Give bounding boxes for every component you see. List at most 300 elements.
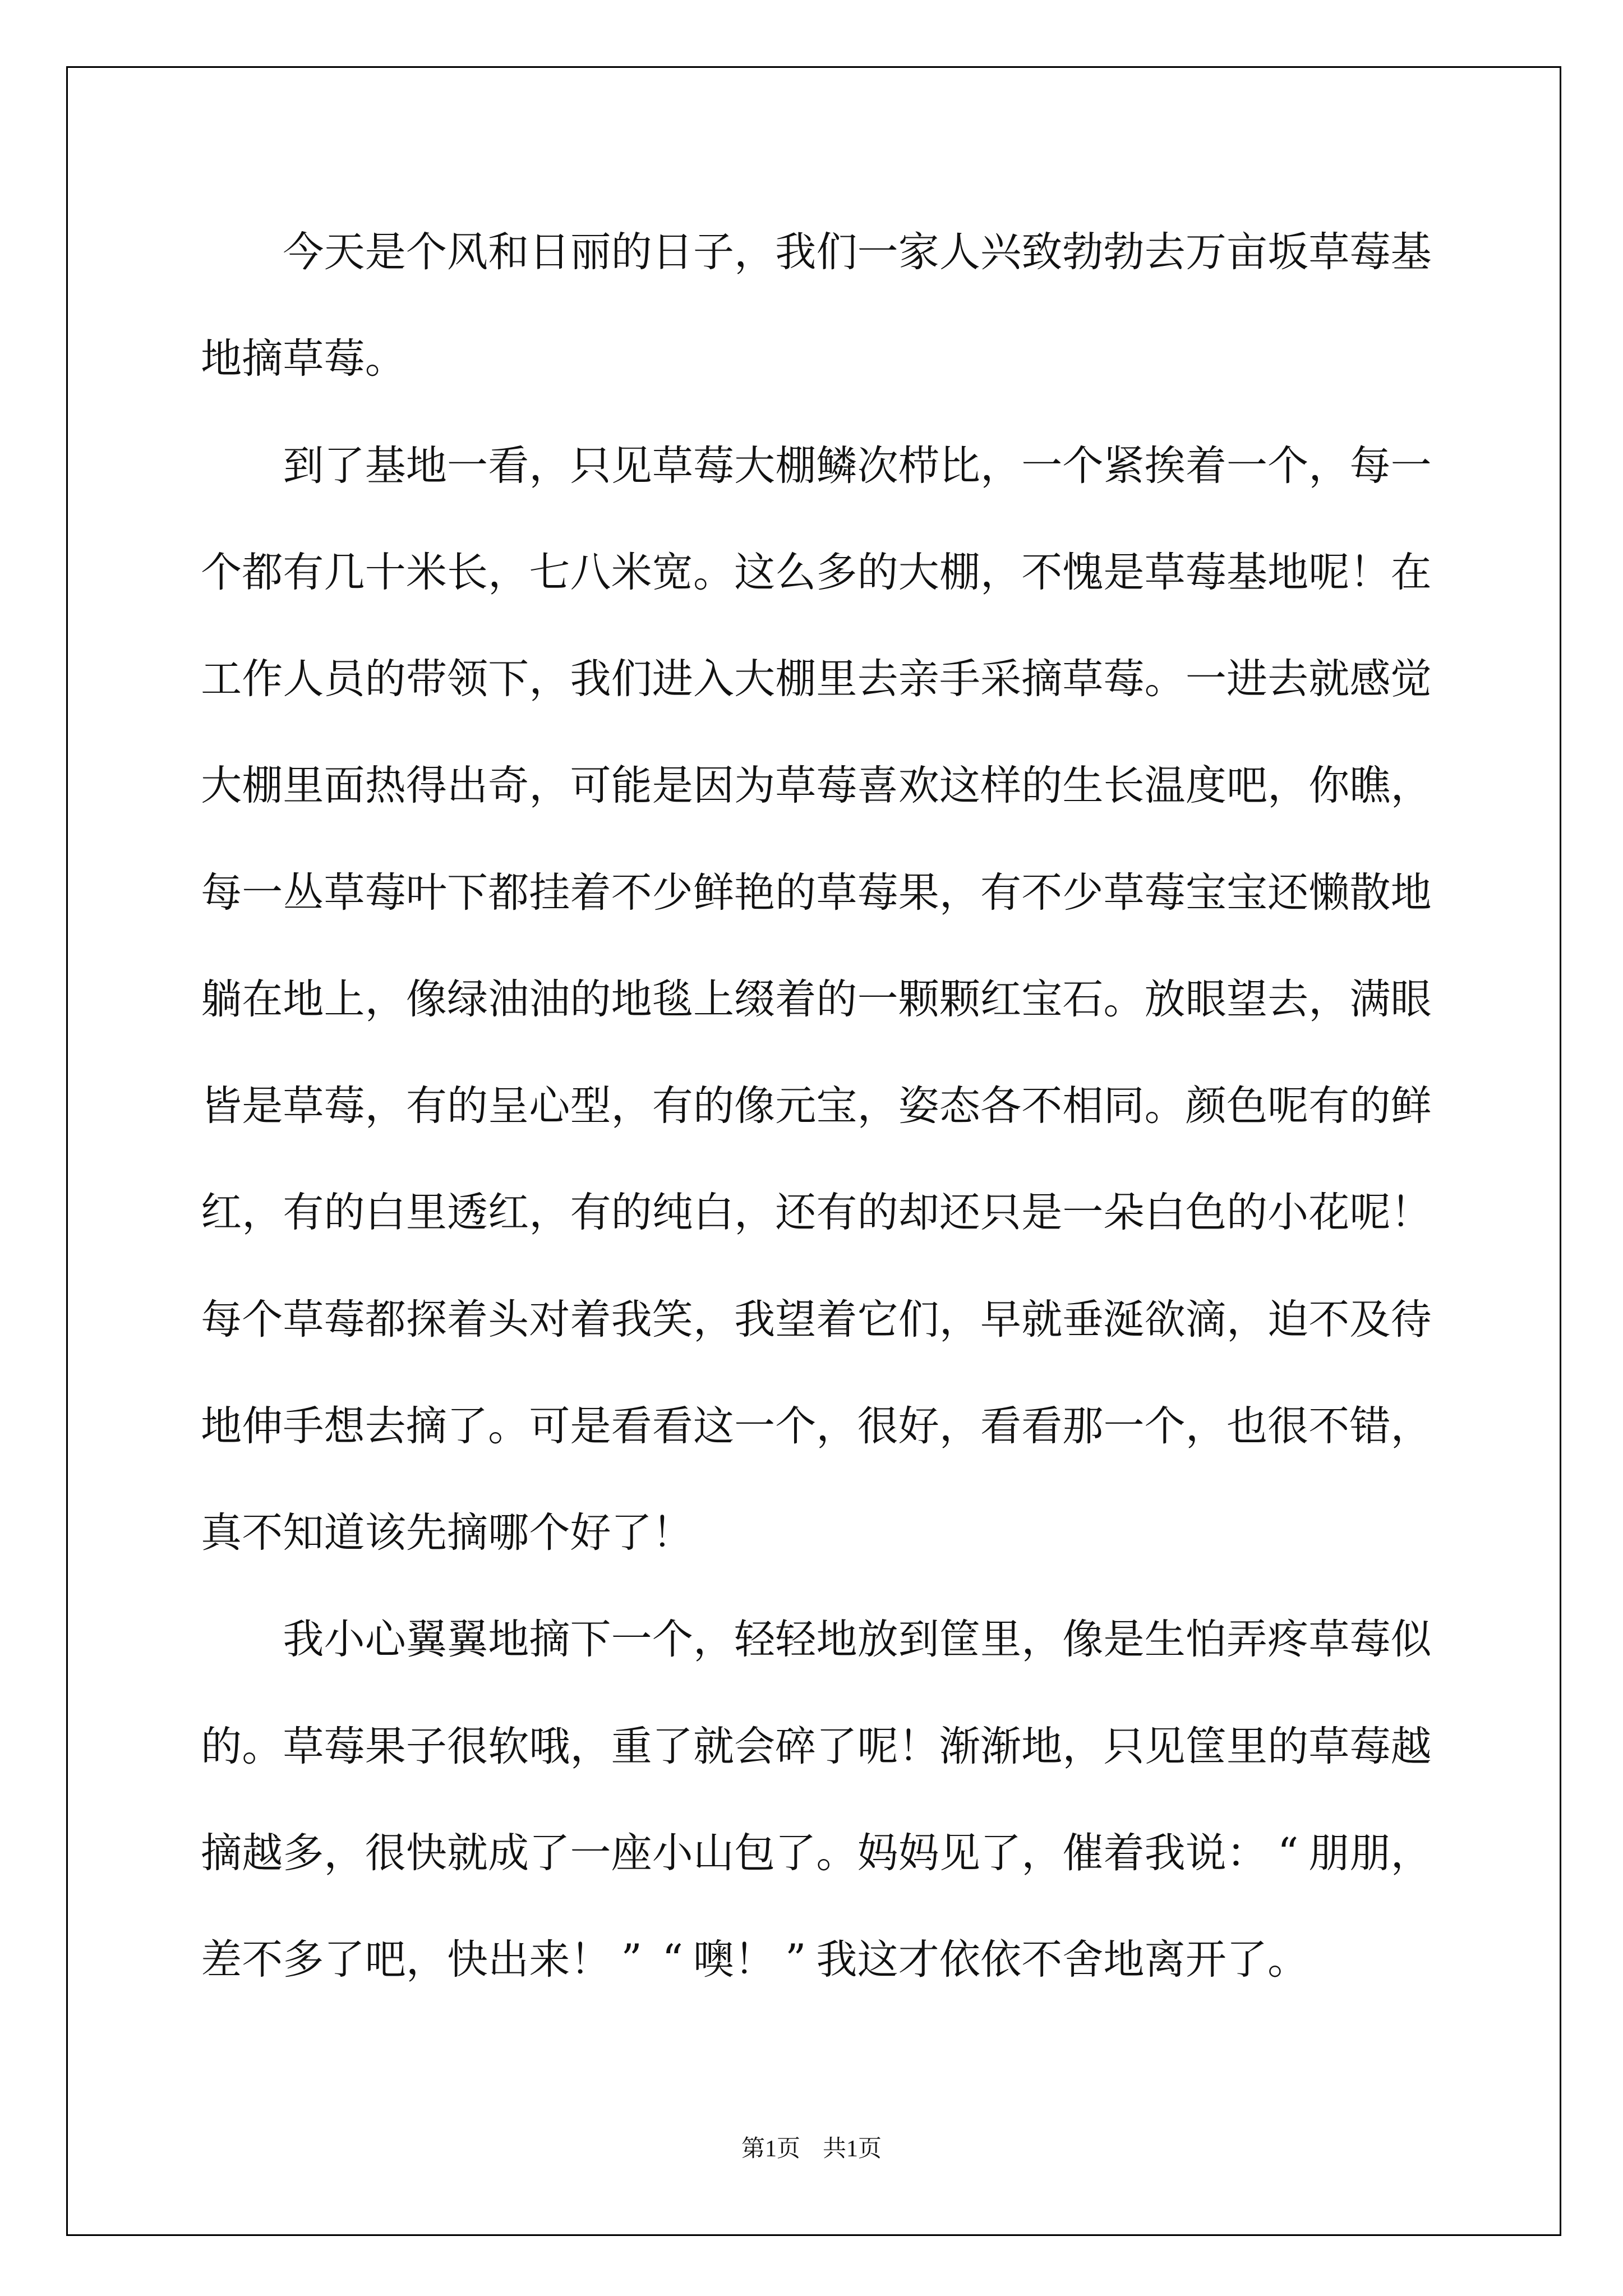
glyph: 的 [1349,1082,1391,1130]
glyph: ！ [1390,1189,1432,1237]
glyph: 了 [775,1829,817,1877]
glyph: ， [529,441,570,490]
glyph: 宝 [1185,868,1227,917]
glyph: 个 [652,1616,693,1664]
glyph: 地 [488,1616,529,1664]
glyph: 个 [405,228,447,276]
glyph: 里 [816,655,857,703]
glyph: 的 [857,1189,898,1237]
glyph: 草 [324,868,365,917]
glyph: 颗 [898,975,939,1023]
glyph: 。 [242,1722,283,1770]
glyph: 你 [1308,762,1350,810]
glyph: 的 [611,228,652,276]
glyph: 了 [324,1936,365,1984]
glyph: 碎 [775,1722,817,1770]
glyph: 色 [1226,1082,1267,1130]
glyph: 望 [1226,975,1267,1023]
glyph: 一 [857,975,898,1023]
glyph: 皆 [201,1082,242,1130]
glyph: 舍 [1062,1936,1104,1984]
glyph: 一 [1062,1189,1104,1237]
glyph: 渐 [939,1722,980,1770]
glyph: 见 [1144,1722,1186,1770]
glyph: 看 [1021,1402,1063,1450]
glyph: 宝 [816,1082,857,1130]
glyph: 是 [365,228,406,276]
glyph: 是 [1103,548,1145,596]
glyph: ， [734,1189,776,1237]
glyph: 觉 [1390,655,1432,703]
glyph: 多 [283,1829,324,1877]
glyph: 红 [488,1189,529,1237]
glyph: 看 [980,1402,1022,1450]
text-line [201,1159,1432,1266]
glyph: 个 [529,1509,570,1557]
glyph: ， [857,1082,898,1130]
glyph: 的 [816,975,857,1023]
text-line [201,1373,1432,1480]
glyph: 就 [447,1829,488,1877]
glyph: 莓 [1349,228,1391,276]
glyph: 的 [201,1722,242,1770]
glyph: 有 [1308,1082,1350,1130]
glyph: 一 [570,1829,611,1877]
glyph: 有 [283,1189,324,1237]
glyph: 越 [242,1829,283,1877]
glyph: 不 [242,1936,283,1984]
glyph: ！ [1349,548,1391,596]
glyph: 亲 [898,655,939,703]
glyph: 能 [611,762,652,810]
glyph: 莓 [365,868,406,917]
glyph: 果 [898,868,939,917]
glyph: 喜 [857,762,898,810]
glyph: 依 [939,1936,980,1984]
glyph: ” [621,1936,642,1984]
glyph: 了 [447,1402,488,1450]
glyph: 待 [1390,1295,1432,1343]
glyph: 一 [1185,655,1227,703]
glyph: 着 [1103,1829,1145,1877]
glyph: 鲜 [1390,1082,1432,1130]
glyph: 棚 [775,655,817,703]
glyph: ， [529,655,570,703]
page-footer [0,2137,1623,2161]
glyph: “ [1277,1829,1299,1877]
glyph: 一 [1021,441,1063,490]
glyph: 我 [1144,1829,1186,1877]
glyph: 长 [1103,762,1145,810]
glyph: 只 [1103,1722,1145,1770]
glyph: ， [693,1295,734,1343]
glyph: 样 [980,762,1022,810]
glyph: 地 [405,441,447,490]
glyph: 。 [1144,655,1186,703]
glyph: 着 [775,975,817,1023]
glyph: 丛 [283,868,324,917]
glyph: 领 [447,655,488,703]
text-line [201,1694,1432,1800]
glyph: ， [980,548,1022,596]
glyph: 挨 [1144,441,1186,490]
glyph: 了 [324,441,365,490]
glyph: 感 [1349,655,1391,703]
glyph: 米 [405,548,447,596]
glyph: 摘 [1021,655,1063,703]
glyph: 一 [857,228,898,276]
glyph: 多 [816,548,857,596]
glyph: 见 [939,1829,980,1877]
glyph: 摘 [447,1509,488,1557]
glyph: ， [939,1295,980,1343]
glyph: 花 [1308,1189,1350,1237]
glyph: 兴 [980,228,1022,276]
glyph: 基 [1226,548,1267,596]
glyph: 的 [775,868,817,917]
glyph: 手 [939,655,980,703]
glyph: ， [529,1189,570,1237]
page-number: 第1页 [741,2136,800,2162]
glyph: 很 [1267,1402,1309,1450]
text-line [201,1053,1432,1159]
glyph: 该 [365,1509,406,1557]
glyph: 还 [939,1189,980,1237]
glyph: 不 [1021,548,1063,596]
glyph: 像 [405,975,447,1023]
glyph: 勃 [1062,228,1104,276]
glyph: 每 [201,1295,242,1343]
glyph: 我 [611,1295,652,1343]
glyph: 下 [488,655,529,703]
glyph: 缀 [734,975,776,1023]
glyph: ， [1390,762,1432,810]
glyph: 还 [775,1189,817,1237]
glyph: 有 [652,1082,693,1130]
glyph: 地 [1267,548,1309,596]
glyph: 。 [1103,975,1145,1023]
glyph: ！ [734,1936,776,1984]
text-line [201,519,1432,626]
paragraph [201,1586,1432,2013]
glyph: 鳞 [816,441,857,490]
glyph: 一 [242,868,283,917]
glyph: 朋 [1349,1829,1391,1877]
glyph: 红 [980,975,1022,1023]
glyph: 就 [1021,1295,1063,1343]
glyph: 莓 [1185,548,1227,596]
glyph: 里 [980,1616,1022,1664]
glyph: 这 [693,1402,734,1450]
glyph: ， [1021,1616,1063,1664]
glyph: 纯 [652,1189,693,1237]
glyph: 不 [242,1509,283,1557]
glyph: 山 [693,1829,734,1877]
glyph: 小 [1267,1189,1309,1237]
glyph: 摘 [529,1616,570,1664]
glyph: 都 [488,868,529,917]
glyph: 出 [488,1936,529,1984]
glyph: 我 [775,228,817,276]
glyph: 草 [1308,1616,1350,1664]
glyph: 得 [405,762,447,810]
glyph: 心 [529,1082,570,1130]
glyph: 妈 [857,1829,898,1877]
glyph: 上 [324,975,365,1023]
glyph: 宝 [1021,975,1063,1023]
glyph: 渐 [980,1722,1022,1770]
glyph: 挂 [529,868,570,917]
glyph: 颗 [939,975,980,1023]
glyph: 每 [1349,441,1391,490]
glyph: 生 [1144,1616,1186,1664]
glyph: 一 [447,441,488,490]
text-line [201,946,1432,1053]
glyph: 个 [201,548,242,596]
glyph: 草 [775,762,817,810]
glyph: 们 [611,655,652,703]
glyph: 着 [816,1295,857,1343]
glyph: 下 [570,1616,611,1664]
glyph: 哦 [529,1722,570,1770]
glyph: 莓 [1349,1722,1391,1770]
glyph: 宝 [1226,868,1267,917]
glyph: 坂 [1267,228,1309,276]
glyph: 莓 [324,1082,365,1130]
glyph: 采 [980,655,1022,703]
glyph: 草 [1308,1722,1350,1770]
glyph: 比 [939,441,980,490]
glyph: 知 [283,1509,324,1557]
glyph: 油 [529,975,570,1023]
glyph: 好 [898,1402,939,1450]
glyph: 米 [611,548,652,596]
glyph: 入 [693,655,734,703]
glyph: 勃 [1103,228,1145,276]
glyph: 说 [1185,1829,1227,1877]
glyph: 的 [1226,1189,1267,1237]
glyph: 棚 [775,441,817,490]
glyph: 摘 [201,1829,242,1877]
glyph: 眼 [1390,975,1432,1023]
glyph: 它 [857,1295,898,1343]
glyph: 就 [1308,655,1350,703]
glyph: 着 [570,868,611,917]
glyph: 快 [447,1936,488,1984]
glyph: 到 [283,441,324,490]
glyph: 生 [1062,762,1104,810]
glyph: 的 [570,975,611,1023]
glyph: 可 [570,762,611,810]
text-line [201,1800,1432,1907]
glyph: 。 [488,1402,529,1450]
glyph: 这 [939,762,980,810]
glyph: 大 [201,762,242,810]
glyph: 奇 [488,762,529,810]
glyph: 愧 [1062,548,1104,596]
glyph: 开 [1185,1936,1227,1984]
glyph: 像 [1062,1616,1104,1664]
page-count: 共1页 [823,2136,882,2162]
glyph: 朋 [1308,1829,1350,1877]
glyph: 只 [980,1189,1022,1237]
glyph: 很 [365,1829,406,1877]
glyph: 一 [1103,1402,1145,1450]
glyph: 瞧 [1349,762,1391,810]
glyph: 进 [652,655,693,703]
glyph: 莓 [693,441,734,490]
glyph: 石 [1062,975,1104,1023]
glyph: 每 [201,868,242,917]
glyph: 妈 [898,1829,939,1877]
glyph: ： [1226,1829,1267,1877]
glyph: 在 [242,975,283,1023]
glyph: 的 [1021,762,1063,810]
glyph: 莓 [324,1722,365,1770]
glyph: 草 [1144,548,1186,596]
glyph: 们 [898,1295,939,1343]
text-line [201,199,1432,306]
glyph: 地 [201,335,242,383]
glyph: 的 [447,1082,488,1130]
glyph: 不 [1308,1295,1350,1343]
glyph: ， [1267,762,1309,810]
paragraph [201,199,1432,413]
glyph: 工 [201,655,242,703]
glyph: 我 [816,1936,857,1984]
glyph: 有 [283,548,324,596]
glyph: 先 [405,1509,447,1557]
glyph: 真 [201,1509,242,1557]
glyph: 是 [1103,1616,1145,1664]
glyph: 热 [365,762,406,810]
glyph: 们 [816,228,857,276]
glyph: 依 [980,1936,1022,1984]
glyph: 少 [1062,868,1104,917]
glyph: 地 [1390,868,1432,917]
glyph: 满 [1349,975,1391,1023]
glyph: 丽 [570,228,611,276]
glyph: 笑 [652,1295,693,1343]
glyph: ， [1308,975,1350,1023]
glyph: 莓 [816,762,857,810]
glyph: ， [242,1189,283,1237]
glyph: 是 [242,1082,283,1130]
glyph: 因 [693,762,734,810]
glyph: 的 [857,548,898,596]
glyph: 早 [980,1295,1022,1343]
glyph: ， [405,1936,447,1984]
glyph: 草 [652,441,693,490]
glyph: 相 [1062,1082,1104,1130]
glyph: 了 [529,1829,570,1877]
glyph: 是 [1021,1189,1063,1237]
text-line [201,1267,1432,1373]
glyph: 呈 [488,1082,529,1130]
glyph: 成 [488,1829,529,1877]
glyph: 一 [1227,441,1267,490]
glyph: 这 [857,1936,898,1984]
glyph: ， [939,1402,980,1450]
glyph: 地 [611,975,652,1023]
glyph: 错 [1349,1402,1391,1450]
glyph: 不 [1021,868,1063,917]
glyph: 轻 [775,1616,817,1664]
glyph: 元 [775,1082,817,1130]
glyph: 在 [1390,548,1432,596]
glyph: 躺 [201,975,242,1023]
glyph: 不 [611,868,652,917]
glyph: ， [1390,1402,1432,1450]
glyph: 很 [447,1722,488,1770]
glyph: ” [785,1936,806,1984]
glyph: ！ [652,1509,693,1557]
glyph: 这 [734,548,776,596]
glyph: ， [529,762,570,810]
glyph: 下 [447,868,488,917]
glyph: 各 [980,1082,1022,1130]
glyph: 个 [1267,441,1309,490]
glyph: 宽 [652,548,693,596]
glyph: 我 [570,655,611,703]
glyph: 软 [488,1722,529,1770]
glyph: 只 [570,441,611,490]
glyph: 还 [1267,868,1309,917]
glyph: 及 [1349,1295,1391,1343]
glyph: 放 [857,1616,898,1664]
glyph: 才 [898,1936,939,1984]
glyph: 看 [652,1402,693,1450]
glyph: 长 [447,548,488,596]
glyph: 温 [1144,762,1186,810]
glyph: 快 [405,1829,447,1877]
glyph: 同 [1103,1082,1145,1130]
glyph: ， [365,975,406,1023]
glyph: 我 [283,1616,324,1664]
glyph: 人 [939,228,980,276]
glyph: 欲 [1144,1295,1186,1343]
glyph: 亩 [1227,228,1267,276]
glyph: 出 [447,762,488,810]
glyph: 带 [405,655,447,703]
glyph: 。 [365,335,406,383]
glyph: 白 [365,1189,406,1237]
glyph: 座 [611,1829,652,1877]
glyph: 哪 [488,1509,529,1557]
glyph: 个 [242,1295,283,1343]
glyph: 筐 [1185,1722,1227,1770]
glyph: 催 [1062,1829,1104,1877]
glyph: 十 [365,548,406,596]
glyph: 去 [1267,975,1309,1023]
glyph: 基 [1390,228,1432,276]
glyph: 七 [529,548,570,596]
glyph: 重 [611,1722,652,1770]
glyph: 似 [1390,1616,1432,1664]
glyph: 度 [1185,762,1227,810]
glyph: 型 [570,1082,611,1130]
glyph: 去 [1144,228,1186,276]
glyph: 探 [405,1295,447,1343]
glyph: ， [734,228,776,276]
glyph: 面 [324,762,365,810]
glyph: 有 [816,1189,857,1237]
glyph: 草 [283,1722,324,1770]
paragraph [201,413,1432,1587]
glyph: 绿 [447,975,488,1023]
glyph: 几 [324,548,365,596]
glyph: 次 [857,441,898,490]
